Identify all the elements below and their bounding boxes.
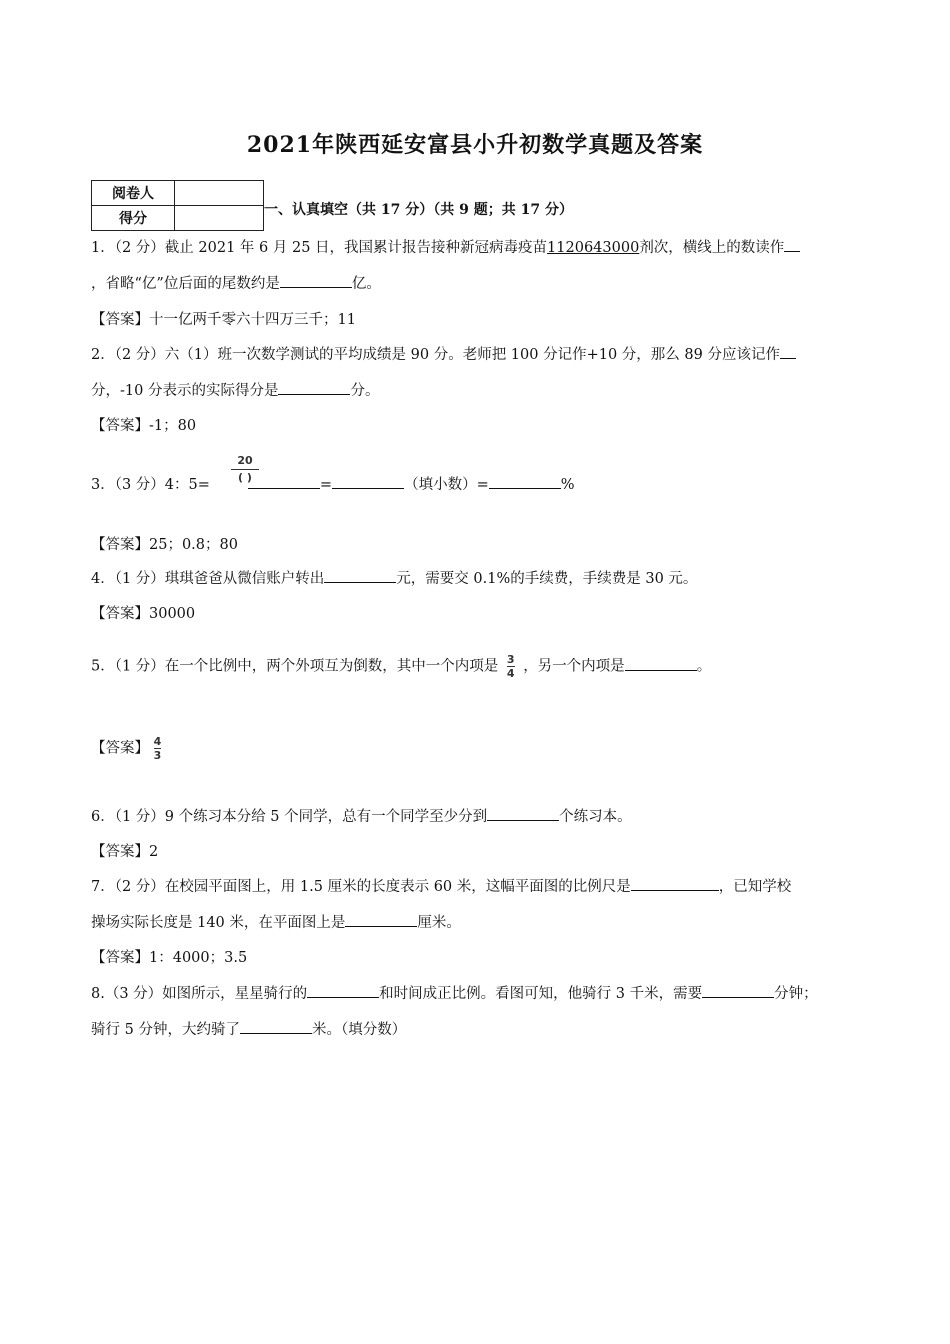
question-4-line: [91, 567, 697, 588]
question-6-text-a: 6．（1 分）9 个练习本分给 5 个同学，总有一个同学至少分到: [91, 809, 488, 825]
answer-7: 【答案】1：4000；3.5: [91, 950, 248, 966]
answer-blank: [248, 474, 320, 489]
score-label: 得分: [92, 206, 175, 231]
answer-blank: [240, 1019, 312, 1034]
question-8-line-1: [91, 982, 818, 1003]
question-3-line: [91, 473, 575, 494]
answer-blank: [324, 568, 396, 583]
question-3-text-c: （填小数）=: [404, 477, 489, 493]
question-8-text-b: 和时间成正比例。看图可知，他骑行 3 千米，需要: [379, 986, 703, 1002]
answer-5-label: 【答案】: [91, 740, 149, 757]
question-3-text-a: 3．（3 分）4：5=: [91, 477, 210, 493]
page-title: 2021年陕西延安富县小升初数学真题及答案: [246, 132, 704, 158]
question-1-text-a: 1．（2 分）截止 2021 年 6 月 25 日，我国累计报告接种新冠病毒疫苗: [91, 240, 548, 256]
reviewer-cell: [175, 181, 264, 206]
question-2-line-2: [91, 379, 379, 400]
question-7-line-2: [91, 911, 461, 932]
fraction-denominator: 3: [153, 749, 162, 762]
question-2-line-1: [91, 343, 796, 364]
answer-blank: [780, 344, 796, 359]
question-8-text-d: 骑行 5 分钟，大约骑了: [91, 1022, 240, 1038]
fraction-denominator: ( ): [238, 471, 252, 484]
question-5-text-a: 5．（1 分）在一个比例中，两个外项互为倒数，其中一个内项是: [91, 658, 499, 675]
question-8-text-c: 分钟；: [774, 986, 818, 1002]
fraction-bar: [231, 469, 259, 470]
question-7-text-d: 厘米。: [417, 915, 461, 931]
answer-blank: [278, 380, 350, 395]
question-5-fraction: [507, 654, 515, 679]
question-3-text-d: %: [560, 477, 575, 493]
question-5-text-c: 。: [696, 658, 712, 675]
answer-blank: [702, 983, 774, 998]
section-heading: 一、认真填空（共 17 分）（共 9 题；共 17 分）: [264, 202, 573, 218]
question-4-text-b: 元，需要交 0.1%的手续费，手续费是 30 元。: [396, 571, 698, 587]
question-7-text-a: 7．（2 分）在校园平面图上，用 1.5 厘米的长度表示 60 米，这幅平面图的比例尺是: [91, 879, 631, 895]
question-7-text-c: 操场实际长度是 140 米，在平面图上是: [91, 915, 346, 931]
question-7-text-b: ，已知学校: [718, 879, 792, 895]
fraction-numerator: 20: [237, 454, 253, 467]
answer-blank: [307, 983, 379, 998]
score-table: [91, 180, 264, 231]
answer-blank: [489, 474, 561, 489]
question-4-text-a: 4．（1 分）琪琪爸爸从微信账户转出: [91, 571, 325, 587]
question-2-text-c: 分。: [350, 383, 380, 399]
answer-blank: [784, 237, 800, 252]
question-1-text-b: 剂次，横线上的数读作: [639, 240, 785, 256]
answer-blank: [332, 474, 404, 489]
question-8-text-a: 8.（3 分）如图所示，星星骑行的: [91, 986, 308, 1002]
answer-4: 【答案】30000: [91, 606, 196, 622]
answer-blank: [345, 912, 417, 927]
answer-blank: [280, 273, 352, 288]
question-2-text-a: 2．（2 分）六（1）班一次数学测试的平均成绩是 90 分。老师把 100 分记作+10 分，那么 89 分应该记作: [91, 347, 780, 363]
question-1-text-c: ，省略“亿”位后面的尾数约是: [91, 276, 280, 292]
answer-5: [91, 736, 161, 761]
question-2-text-b: 分，-10 分表示的实际得分是: [91, 383, 279, 399]
fraction-numerator: 3: [506, 653, 515, 666]
question-7-line-1: [91, 875, 791, 896]
answer-3: 【答案】25；0.8；80: [91, 537, 238, 553]
question-5-line: [91, 654, 711, 679]
answer-1: 【答案】十一亿两千零六十四万三千；11: [91, 312, 356, 328]
fraction-numerator: 4: [153, 735, 162, 748]
question-6-line: [91, 805, 632, 826]
question-5-text-b: ，另一个内项是: [523, 658, 625, 675]
question-3-text-b: =: [319, 477, 333, 493]
answer-2: 【答案】-1；80: [91, 418, 197, 434]
question-8-line-2: [91, 1018, 406, 1039]
answer-blank: [631, 876, 719, 891]
answer-6: 【答案】2: [91, 844, 159, 860]
question-1-text-d: 亿。: [351, 276, 381, 292]
answer-blank: [487, 806, 559, 821]
question-8-text-e: 米。（填分数）: [311, 1022, 407, 1038]
question-1-number: 1120643000: [547, 240, 640, 256]
question-1-line-2: [91, 272, 381, 293]
score-cell: [175, 206, 264, 231]
answer-blank: [625, 656, 697, 671]
answer-5-fraction: [154, 736, 162, 761]
fraction-denominator: 4: [506, 667, 515, 680]
question-6-text-b: 个练习本。: [559, 809, 632, 825]
question-1-line-1: [91, 236, 800, 257]
reviewer-label: 阅卷人: [92, 181, 175, 206]
